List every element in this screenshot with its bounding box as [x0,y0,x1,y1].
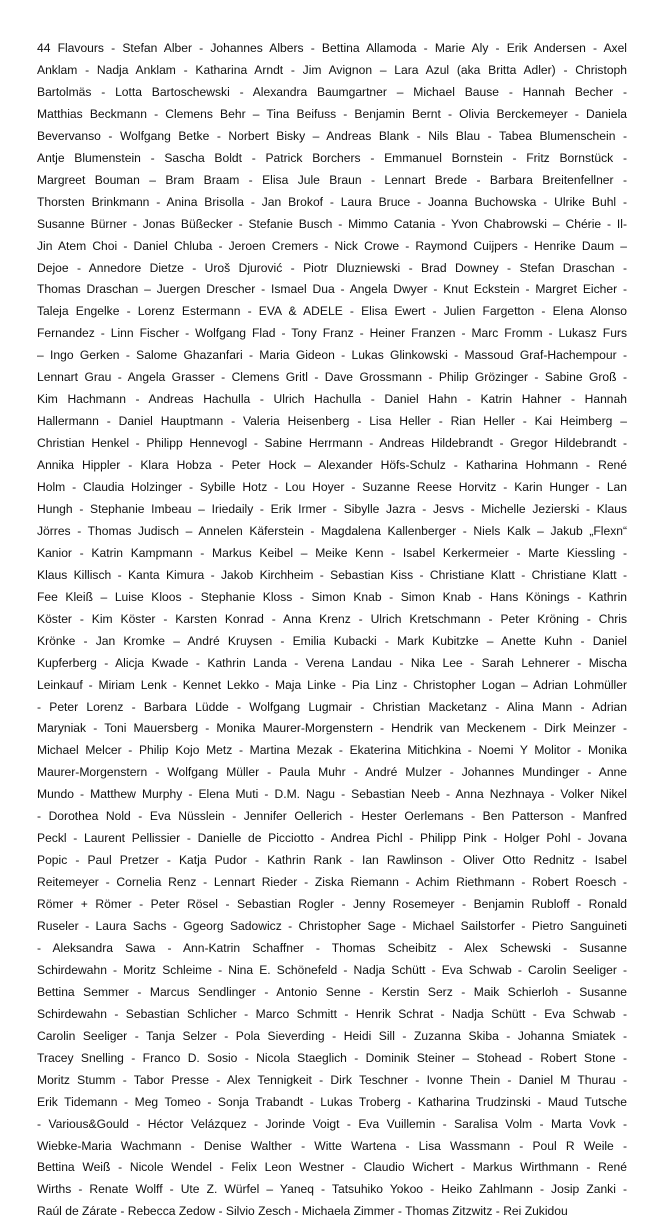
list-line: Moritz Stumm - Tabor Presse - Alex Tennigkeit - Dirk Teschner - Ivonne Thein - Daniel M Thurau - [37,1072,627,1087]
list-line: - Various&Gould - Héctor Velázquez - Jorinde Voigt - Eva Vuillemin - Saralisa Volm - Marta Vovk - [37,1116,627,1131]
list-line: Fernandez - Linn Fischer - Wolfgang Flad - Tony Franz - Heiner Franzen - Marc Fromm - Lukasz Furs [37,326,627,341]
list-line: Taleja Engelke - Lorenz Estermann - EVA & ADELE - Elisa Ewert - Julien Fargetton - Elena Alonso [37,304,627,319]
list-line: Bettina Semmer - Marcus Sendlinger - Antonio Senne - Kerstin Serz - Maik Schierloh - Susanne [37,984,627,999]
list-line: Thorsten Brinkmann - Anina Brisolla - Jan Brokof - Laura Bruce - Joanna Buchowska - Ulrike Buhl - [37,194,627,209]
list-line: Bettina Weiß - Nicole Wendel - Felix Leon Westner - Claudio Wichert - Markus Wirthmann - René [37,1160,627,1175]
list-line: - Aleksandra Sawa - Ann-Katrin Schaffner - Thomas Scheibitz - Alex Schewski - Susanne [37,940,627,955]
list-line: Leinkauf - Miriam Lenk - Kennet Lekko - Maja Linke - Pia Linz - Christopher Logan – Adrian Lohmüller [37,677,627,692]
list-line: Köster - Kim Köster - Karsten Konrad - Anna Krenz - Ulrich Kretschmann - Peter Kröning - Chris [37,611,627,626]
list-line: Bevervanso - Wolfgang Betke - Norbert Bisky – Andreas Blank - Nils Blau - Tabea Blumenschein - [37,128,627,143]
list-line: Lennart Grau - Angela Grasser - Clemens Gritl - Dave Grossmann - Philip Grözinger - Sabine Groß - [37,370,627,385]
list-line: – Ingo Gerken - Salome Ghazanfari - Maria Gideon - Lukas Glinkowski - Massoud Graf-Hachempour - [37,348,627,363]
list-line: Matthias Beckmann - Clemens Behr – Tina Beifuss - Benjamin Bernt - Olivia Berckemeyer - Daniela [37,106,627,121]
list-line: Michael Melcer - Philip Kojo Metz - Martina Mezak - Ekaterina Mitichkina - Noemi Y Molitor - Monika [37,743,627,758]
list-line: Kupferberg - Alicja Kwade - Kathrin Landa - Verena Landau - Nika Lee - Sarah Lehnerer - Mischa [37,655,627,670]
list-line: Popic - Paul Pretzer - Katja Pudor - Kathrin Rank - Ian Rawlinson - Oliver Otto Rednitz - Isabel [37,853,627,868]
list-line: Kanior - Katrin Kampmann - Markus Keibel – Meike Kenn - Isabel Kerkermeier - Marte Kiessling - [37,545,627,560]
list-line: Tracey Snelling - Franco D. Sosio - Nicola Staeglich - Dominik Steiner – Stohead - Robert Stone - [37,1050,627,1065]
list-line: Fee Kleiß – Luise Kloos - Stephanie Kloss - Simon Knab - Simon Knab - Hans Könings - Kathrin [37,589,627,604]
list-line: Jin Atem Choi - Daniel Chluba - Jeroen Cremers - Nick Crowe - Raymond Cuijpers - Henrike Daum – [37,238,627,253]
list-line: - Peter Lorenz - Barbara Lüdde - Wolfgang Lugmair - Christian Macketanz - Alina Mann - Adrian [37,699,627,714]
list-line: Peckl - Laurent Pellissier - Danielle de Picciotto - Andrea Pichl - Philipp Pink - Holger Pohl - Jovana [37,831,627,846]
list-line: Erik Tidemann - Meg Tomeo - Sonja Trabandt - Lukas Troberg - Katharina Trudzinski - Maud Tutsche [37,1094,627,1109]
list-line: Maurer-Morgenstern - Wolfgang Müller - Paula Muhr - André Mulzer - Johannes Mundinger - Anne [37,765,627,780]
list-line: Margreet Bouman – Bram Braam - Elisa Jule Braun - Lennart Brede - Barbara Breitenfellner - [37,172,627,187]
list-line: Römer + Römer - Peter Rösel - Sebastian Rogler - Jenny Rosemeyer - Benjamin Rubloff - Ronald [37,897,627,912]
list-line: Schirdewahn - Sebastian Schlicher - Marco Schmitt - Henrik Schrat - Nadja Schütt - Eva Schwab - [37,1006,627,1021]
list-line: Antje Blumenstein - Sascha Boldt - Patrick Borchers - Emmanuel Bornstein - Fritz Bornstück - [37,150,627,165]
list-line: Reitemeyer - Cornelia Renz - Lennart Rieder - Ziska Riemann - Achim Riethmann - Robert Roesch - [37,875,627,890]
list-line: Holm - Claudia Holzinger - Sybille Hotz - Lou Hoyer - Suzanne Reese Horvitz - Karin Hunger - Lan [37,480,627,494]
list-line: - Dorothea Nold - Eva Nüsslein - Jennifer Oellerich - Hester Oerlemans - Ben Patterson - Manfred [37,809,627,824]
list-line: Dejoe - Annedore Dietze - Uroš Djurović - Piotr Dluzniewski - Brad Downey - Stefan Draschan - [37,260,627,275]
list-line: Hungh - Stephanie Imbeau – Iriedaily - Erik Irmer - Sibylle Jazra - Jesvs - Michelle Jezierski - Klaus [37,501,627,516]
list-line: Maryniak - Toni Mauersberg - Monika Maurer-Morgenstern - Hendrik van Meckenem - Dirk Meinzer - [37,721,627,736]
list-line: Christian Henkel - Philipp Hennevogl - Sabine Herrmann - Andreas Hildebrandt - Gregor Hildebrandt - [37,436,627,451]
list-line: Susanne Bürner - Jonas Büßecker - Stefanie Busch - Mimmo Catania - Yvon Chabrowski – Chérie - Il- [37,216,627,231]
list-line: Raúl de Zárate - Rebecca Zedow - Silvio Zesch - Michaela Zimmer - Thomas Zitzwitz - Rei Zukidou [37,1204,568,1219]
list-line: Annika Hippler - Klara Hobza - Peter Hock – Alexander Höfs-Schulz - Katharina Hohmann - René [37,458,627,473]
list-line: 44 Flavours - Stefan Alber - Johannes Albers - Bettina Allamoda - Marie Aly - Erik Andersen - Axel [37,41,627,55]
list-line: Thomas Draschan – Juergen Drescher - Ismael Dua - Angela Dwyer - Knut Eckstein - Margret Eicher - [37,282,627,297]
list-line: Klaus Killisch - Kanta Kimura - Jakob Kirchheim - Sebastian Kiss - Christiane Klatt - Christiane Klatt - [37,567,627,582]
list-line: Ruseler - Laura Sachs - Ggeorg Sadowicz - Christopher Sage - Michael Sailstorfer - Pietro Sanguineti [37,919,627,933]
list-line: Carolin Seeliger - Tanja Selzer - Pola Sieverding - Heidi Sill - Zuzanna Skiba - Johanna Smiatek - [37,1028,627,1043]
list-line: Kim Hachmann - Andreas Hachulla - Ulrich Hachulla - Daniel Hahn - Katrin Hahner - Hannah [37,392,627,407]
list-line: Bartolmäs - Lotta Bartoschewski - Alexandra Baumgartner – Michael Bause - Hannah Becher - [37,84,627,99]
list-line: Anklam - Nadja Anklam - Katharina Arndt - Jim Avignon – Lara Azul (aka Britta Adler) - Christoph [37,62,627,77]
list-line: Wiebke-Maria Wachmann - Denise Walther - Witte Wartena - Lisa Wassmann - Poul R Weile - [37,1138,627,1153]
list-line: Jörres - Thomas Judisch – Annelen Käferstein - Magdalena Kallenberger - Niels Kalk – Jakub „Flexn“ [37,523,627,538]
list-line: Krönke - Jan Kromke – André Kruysen - Emilia Kubacki - Mark Kubitzke – Anette Kuhn - Daniel [37,633,627,648]
list-line: Hallermann - Daniel Hauptmann - Valeria Heisenberg - Lisa Heller - Rian Heller - Kai Heimberg – [37,414,627,429]
list-line: Wirths - Renate Wolff - Ute Z. Würfel – Yaneq - Tatsuhiko Yokoo - Heiko Zahlmann - Josip Zanki - [37,1182,627,1197]
list-line: Schirdewahn - Moritz Schleime - Nina E. Schönefeld - Nadja Schütt - Eva Schwab - Carolin Seeliger - [37,962,627,977]
list-line: Mundo - Matthew Murphy - Elena Muti - D.M. Nagu - Sebastian Neeb - Anna Nezhnaya - Volker Nikel [37,787,627,802]
